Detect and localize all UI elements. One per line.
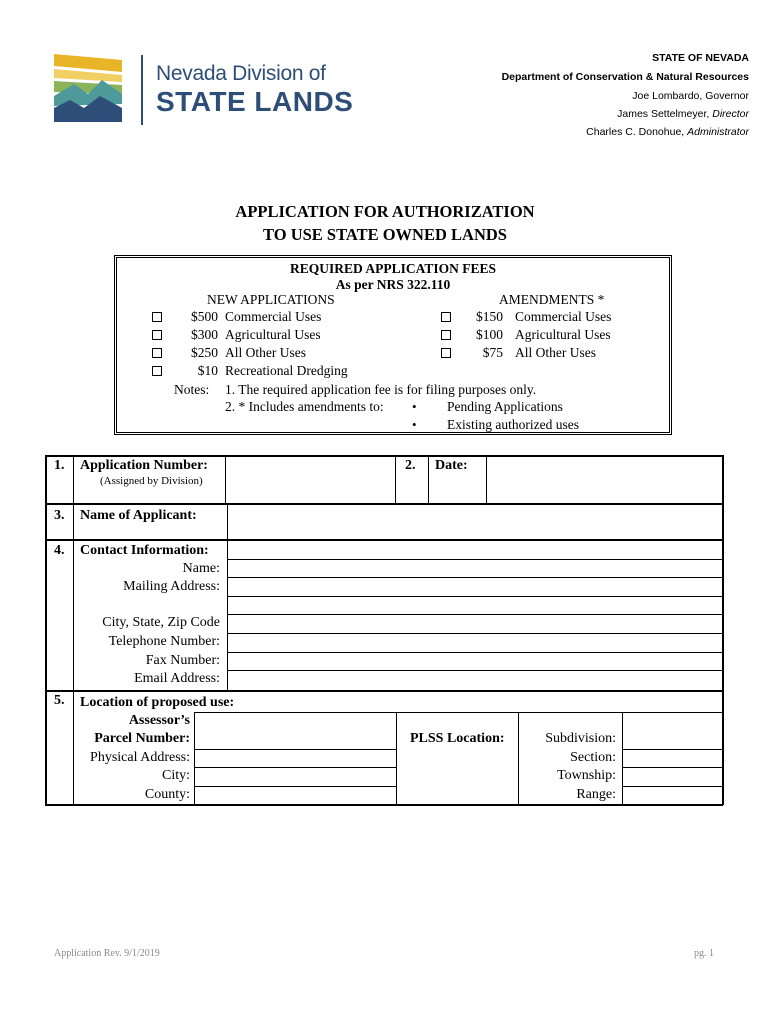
- department-name: Department of Conservation & Natural Resources: [501, 71, 749, 83]
- contact-name-field[interactable]: [228, 560, 721, 577]
- applicant-name-field[interactable]: [228, 504, 721, 538]
- section-5-number: 5.: [54, 693, 65, 708]
- note-2: 2. * Includes amendments to:: [225, 399, 384, 414]
- governor-line: Joe Lombardo, Governor: [632, 90, 749, 102]
- applicant-name-label: Name of Applicant:: [80, 508, 197, 523]
- bullet-icon: •: [412, 417, 417, 432]
- form-title-line1: APPLICATION FOR AUTHORIZATION: [235, 202, 535, 221]
- page-number: pg. 1: [694, 948, 714, 959]
- section-2-number: 2.: [405, 458, 416, 473]
- telephone-label: Telephone Number:: [108, 634, 220, 649]
- contact-name-label: Name:: [182, 561, 220, 576]
- township-label: Township:: [557, 768, 616, 783]
- mailing-address-field[interactable]: [228, 578, 721, 614]
- parcel-number-label: Parcel Number:: [94, 731, 190, 746]
- notes-label: Notes:: [174, 382, 210, 397]
- state-name: STATE OF NEVADA: [652, 52, 749, 64]
- email-label: Email Address:: [134, 671, 220, 686]
- note-1: 1. The required application fee is for filing purposes only.: [225, 382, 537, 397]
- new-applications-heading: NEW APPLICATIONS: [207, 292, 335, 307]
- administrator-line: Charles C. Donohue, Administrator: [586, 126, 749, 138]
- mailing-address-label: Mailing Address:: [123, 579, 220, 594]
- fees-subheading: As per NRS 322.110: [335, 277, 451, 292]
- nevada-state-lands-logo: [52, 52, 132, 124]
- section-field[interactable]: [623, 750, 721, 767]
- bullet-pending: Pending Applications: [447, 399, 563, 414]
- org-name-line1: Nevada Division of: [156, 62, 326, 85]
- range-label: Range:: [576, 787, 616, 802]
- telephone-field[interactable]: [228, 634, 721, 652]
- subdivision-label: Subdivision:: [545, 731, 616, 746]
- amendments-heading: AMENDMENTS *: [499, 292, 605, 307]
- section-3-number: 3.: [54, 508, 65, 523]
- fax-label: Fax Number:: [145, 653, 220, 668]
- city-state-zip-field[interactable]: [228, 615, 721, 633]
- amend-100-checkbox[interactable]: [441, 330, 451, 340]
- fee-500-checkbox[interactable]: [152, 312, 162, 322]
- fee-250-checkbox[interactable]: [152, 348, 162, 358]
- email-field[interactable]: [228, 671, 721, 690]
- org-name-line2: STATE LANDS: [156, 86, 354, 117]
- application-number-field[interactable]: [226, 456, 394, 502]
- plss-location-label: PLSS Location:: [410, 731, 505, 746]
- revision-footer: Application Rev. 9/1/2019: [54, 948, 160, 959]
- fee-amount: $500: [191, 309, 218, 324]
- assigned-by-division-note: (Assigned by Division): [100, 475, 203, 487]
- fee-amount: $100: [476, 327, 503, 342]
- application-number-label: Application Number:: [80, 458, 208, 473]
- assessor-label-line1: Assessor’s: [128, 713, 190, 728]
- fee-300-checkbox[interactable]: [152, 330, 162, 340]
- logo-divider: [141, 55, 143, 125]
- fee-10-checkbox[interactable]: [152, 366, 162, 376]
- bullet-icon: •: [412, 399, 417, 414]
- fee-label: Agricultural Uses: [225, 327, 321, 342]
- fee-label: Commercial Uses: [515, 309, 612, 324]
- director-line: James Settelmeyer, Director: [617, 108, 749, 120]
- fee-label: Recreational Dredging: [225, 363, 348, 378]
- subdivision-field[interactable]: [623, 713, 721, 749]
- physical-address-field[interactable]: [195, 750, 395, 767]
- location-label: Location of proposed use:: [80, 695, 235, 710]
- fee-label: Commercial Uses: [225, 309, 322, 324]
- fee-amount: $300: [191, 327, 218, 342]
- bullet-existing: Existing authorized uses: [447, 417, 579, 432]
- date-label: Date:: [435, 458, 468, 473]
- fee-label: All Other Uses: [225, 345, 306, 360]
- county-label: County:: [144, 787, 190, 802]
- amend-75-checkbox[interactable]: [441, 348, 451, 358]
- fee-label: All Other Uses: [515, 345, 596, 360]
- township-field[interactable]: [623, 768, 721, 786]
- fee-label: Agricultural Uses: [515, 327, 611, 342]
- city-label: City:: [161, 768, 190, 783]
- parcel-number-field[interactable]: [195, 713, 395, 749]
- contact-information-label: Contact Information:: [80, 543, 209, 558]
- fee-amount: $250: [191, 345, 218, 360]
- section-4-number: 4.: [54, 543, 65, 558]
- amend-150-checkbox[interactable]: [441, 312, 451, 322]
- physical-address-label: Physical Address:: [90, 750, 190, 765]
- section-1-number: 1.: [54, 458, 65, 473]
- section-label: Section:: [570, 750, 616, 765]
- date-field[interactable]: [487, 456, 721, 502]
- county-field[interactable]: [195, 787, 395, 804]
- fees-heading: REQUIRED APPLICATION FEES: [289, 261, 497, 276]
- form-title-line2: TO USE STATE OWNED LANDS: [263, 225, 507, 244]
- fee-amount: $10: [197, 363, 218, 378]
- fee-amount: $150: [476, 309, 503, 324]
- fax-field[interactable]: [228, 653, 721, 670]
- fee-amount: $75: [482, 345, 503, 360]
- city-state-zip-label: City, State, Zip Code: [102, 615, 220, 630]
- range-field[interactable]: [623, 787, 721, 804]
- city-field[interactable]: [195, 768, 395, 786]
